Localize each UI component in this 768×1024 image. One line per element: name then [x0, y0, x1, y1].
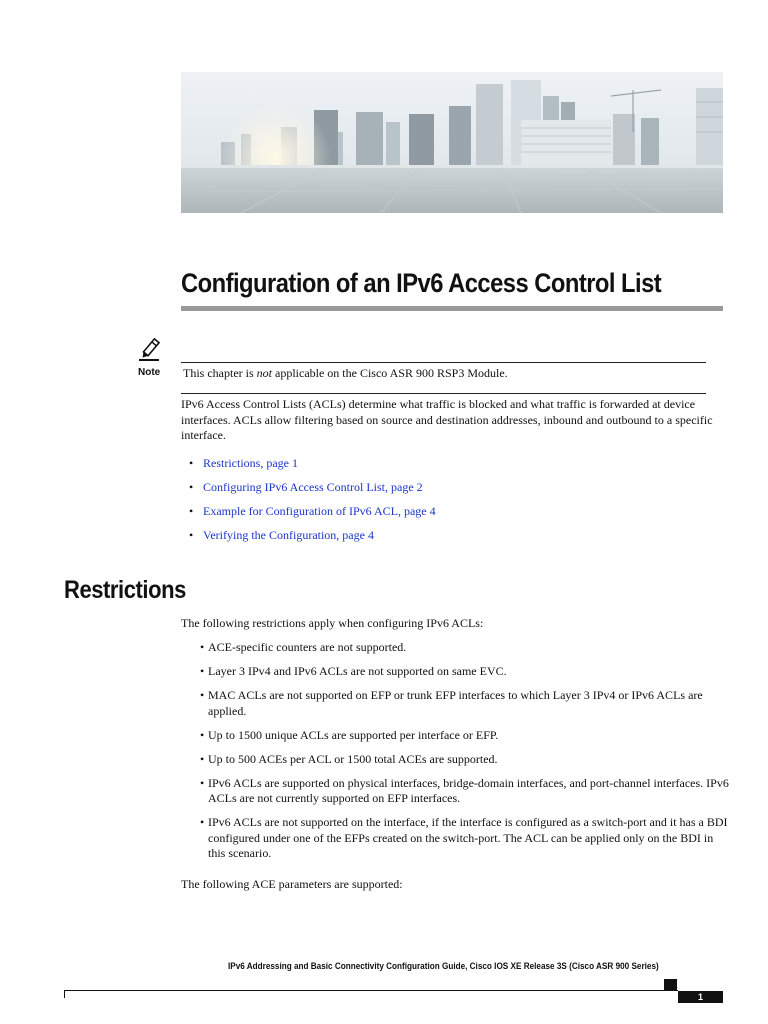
list-item: [200, 664, 730, 680]
bullet: •: [189, 504, 194, 518]
ace-parameters-intro: The following ACE parameters are supported:: [181, 877, 403, 891]
restrictions-intro: The following restrictions apply when configuring IPv6 ACLs:: [181, 616, 484, 630]
list-item: [200, 688, 730, 719]
chapter-banner-image: [181, 72, 723, 213]
toc-link-restrictions[interactable]: Restrictions, page 1: [203, 456, 298, 470]
note-text-before: This chapter is: [183, 366, 257, 380]
note-label: Note: [138, 367, 161, 378]
intro-paragraph: IPv6 Access Control Lists (ACLs) determine what traffic is blocked and what traffic is forwarded at device interfaces. ACLs allow filtering based on source and destination addresses, inbound and outbound to a specific interface.: [181, 397, 713, 442]
bullet: •: [189, 528, 194, 542]
note-top-rule: [181, 362, 706, 363]
chapter-toc-list: [189, 456, 436, 552]
restriction-text: Layer 3 IPv4 and IPv6 ACLs are not supported on same EVC.: [208, 664, 507, 678]
page-number: 1: [678, 991, 723, 1003]
toc-item: [189, 456, 436, 480]
bullet: •: [189, 480, 194, 494]
footer-rule-tick: [64, 990, 65, 998]
footer-guide-title: IPv6 Addressing and Basic Connectivity Configuration Guide, Cisco IOS XE Release 3S (Cisco ASR 900 Series): [228, 961, 659, 972]
bullet: •: [200, 815, 205, 829]
restriction-text: Up to 1500 unique ACLs are supported per interface or EFP.: [208, 727, 499, 742]
bullet: •: [200, 751, 205, 766]
bullet: •: [200, 688, 205, 702]
title-underline-rule: [181, 306, 723, 311]
note-text-emphasis: not: [256, 366, 272, 380]
toc-link-example-ipv6-acl[interactable]: Example for Configuration of IPv6 ACL, page 4: [203, 504, 436, 518]
pencil-note-icon: [136, 337, 162, 363]
note-bottom-rule: [181, 393, 706, 394]
toc-item: [189, 528, 436, 552]
restriction-text: IPv6 ACLs are not supported on the interface, if the interface is configured as a switch-port and it has a BDI configured under one of the EFPs created on the switch-port. The ACL can be applied only on the BDI in this scenario.: [208, 815, 728, 860]
restriction-text: MAC ACLs are not supported on EFP or trunk EFP interfaces to which Layer 3 IPv4 or IPv6 ACLs are applied.: [208, 688, 703, 718]
toc-item: [189, 504, 436, 528]
list-item: [200, 776, 730, 807]
restrictions-list: [200, 640, 730, 870]
list-item: [200, 728, 730, 744]
bullet: •: [200, 664, 205, 678]
bullet: •: [200, 640, 205, 654]
toc-link-configuring-ipv6-acl[interactable]: Configuring IPv6 Access Control List, page 2: [203, 480, 423, 494]
note-text: [183, 366, 508, 381]
bullet: •: [189, 456, 194, 470]
bullet: •: [200, 775, 205, 790]
restriction-text: Up to 500 ACEs per ACL or 1500 total ACEs are supported.: [208, 751, 498, 766]
restriction-text: ACE-specific counters are not supported.: [208, 640, 407, 654]
list-item: [200, 752, 730, 768]
toc-link-verifying-configuration[interactable]: Verifying the Configuration, page 4: [203, 528, 374, 542]
footer-rule: [64, 990, 678, 991]
list-item: [200, 815, 730, 862]
city-skyline-illustration: [181, 72, 723, 213]
section-heading-restrictions: Restrictions: [64, 576, 186, 604]
chapter-title: Configuration of an IPv6 Access Control List: [181, 268, 662, 298]
bullet: •: [200, 727, 205, 742]
toc-item: [189, 480, 436, 504]
restriction-text: IPv6 ACLs are supported on physical interfaces, bridge-domain interfaces, and port-channel interfaces. IPv6 ACLs are not currently supported on EFP interfaces.: [208, 775, 729, 805]
note-text-after: applicable on the Cisco ASR 900 RSP3 Module.: [272, 366, 508, 380]
list-item: [200, 640, 730, 656]
